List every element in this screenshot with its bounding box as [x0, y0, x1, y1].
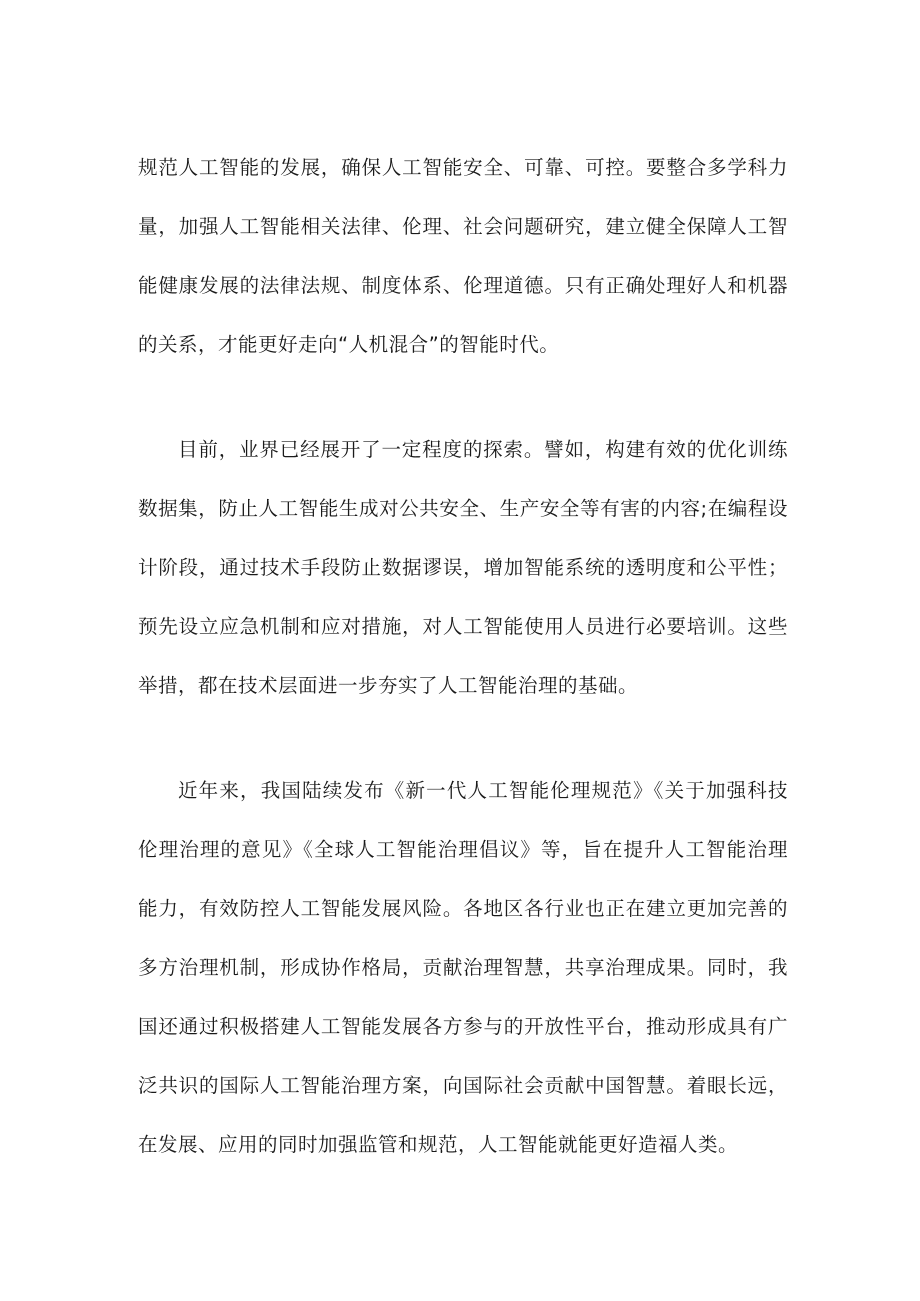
text-line: 在发展、应用的同时加强监管和规范，人工智能就能更好造福人类。 [138, 1133, 739, 1156]
text-line: 伦理治理的意见》《全球人工智能治理倡议》等，旨在提升人工智能治理 [138, 838, 788, 861]
text-line: 能健康发展的法律法规、制度体系、伦理道德。只有正确处理好人和机器 [138, 274, 788, 297]
text-line: 泛共识的国际人工智能治理方案，向国际社会贡献中国智慧。着眼长远， [138, 1074, 788, 1097]
text-line: 预先设立应急机制和应对措施，对人工智能使用人员进行必要培训。这些 [138, 615, 788, 638]
text-line: 近年来，我国陆续发布《新一代人工智能伦理规范》《关于加强科技 [178, 779, 788, 802]
text-line: 规范人工智能的发展，确保人工智能安全、可靠、可控。要整合多学科力 [138, 156, 788, 179]
text-line: 目前，业界已经展开了一定程度的探索。譬如，构建有效的优化训练 [178, 438, 788, 461]
text-line: 多方治理机制，形成协作格局，贡献治理智慧，共享治理成果。同时，我 [138, 956, 788, 979]
text-line: 举措，都在技术层面进一步夯实了人工智能治理的基础。 [138, 674, 639, 697]
text-line: 能力，有效防控人工智能发展风险。各地区各行业也正在建立更加完善的 [138, 897, 788, 920]
text-line: 量，加强人工智能相关法律、伦理、社会问题研究，建立健全保障人工智 [138, 215, 788, 238]
text-line: 计阶段，通过技术手段防止数据谬误，增加智能系统的透明度和公平性； [138, 556, 788, 579]
text-line: 的关系，才能更好走向“人机混合”的智能时代。 [138, 333, 560, 356]
text-line: 国还通过积极搭建人工智能发展各方参与的开放性平台，推动形成具有广 [138, 1015, 788, 1038]
text-line: 数据集，防止人工智能生成对公共安全、生产安全等有害的内容;在编程设 [138, 497, 788, 520]
